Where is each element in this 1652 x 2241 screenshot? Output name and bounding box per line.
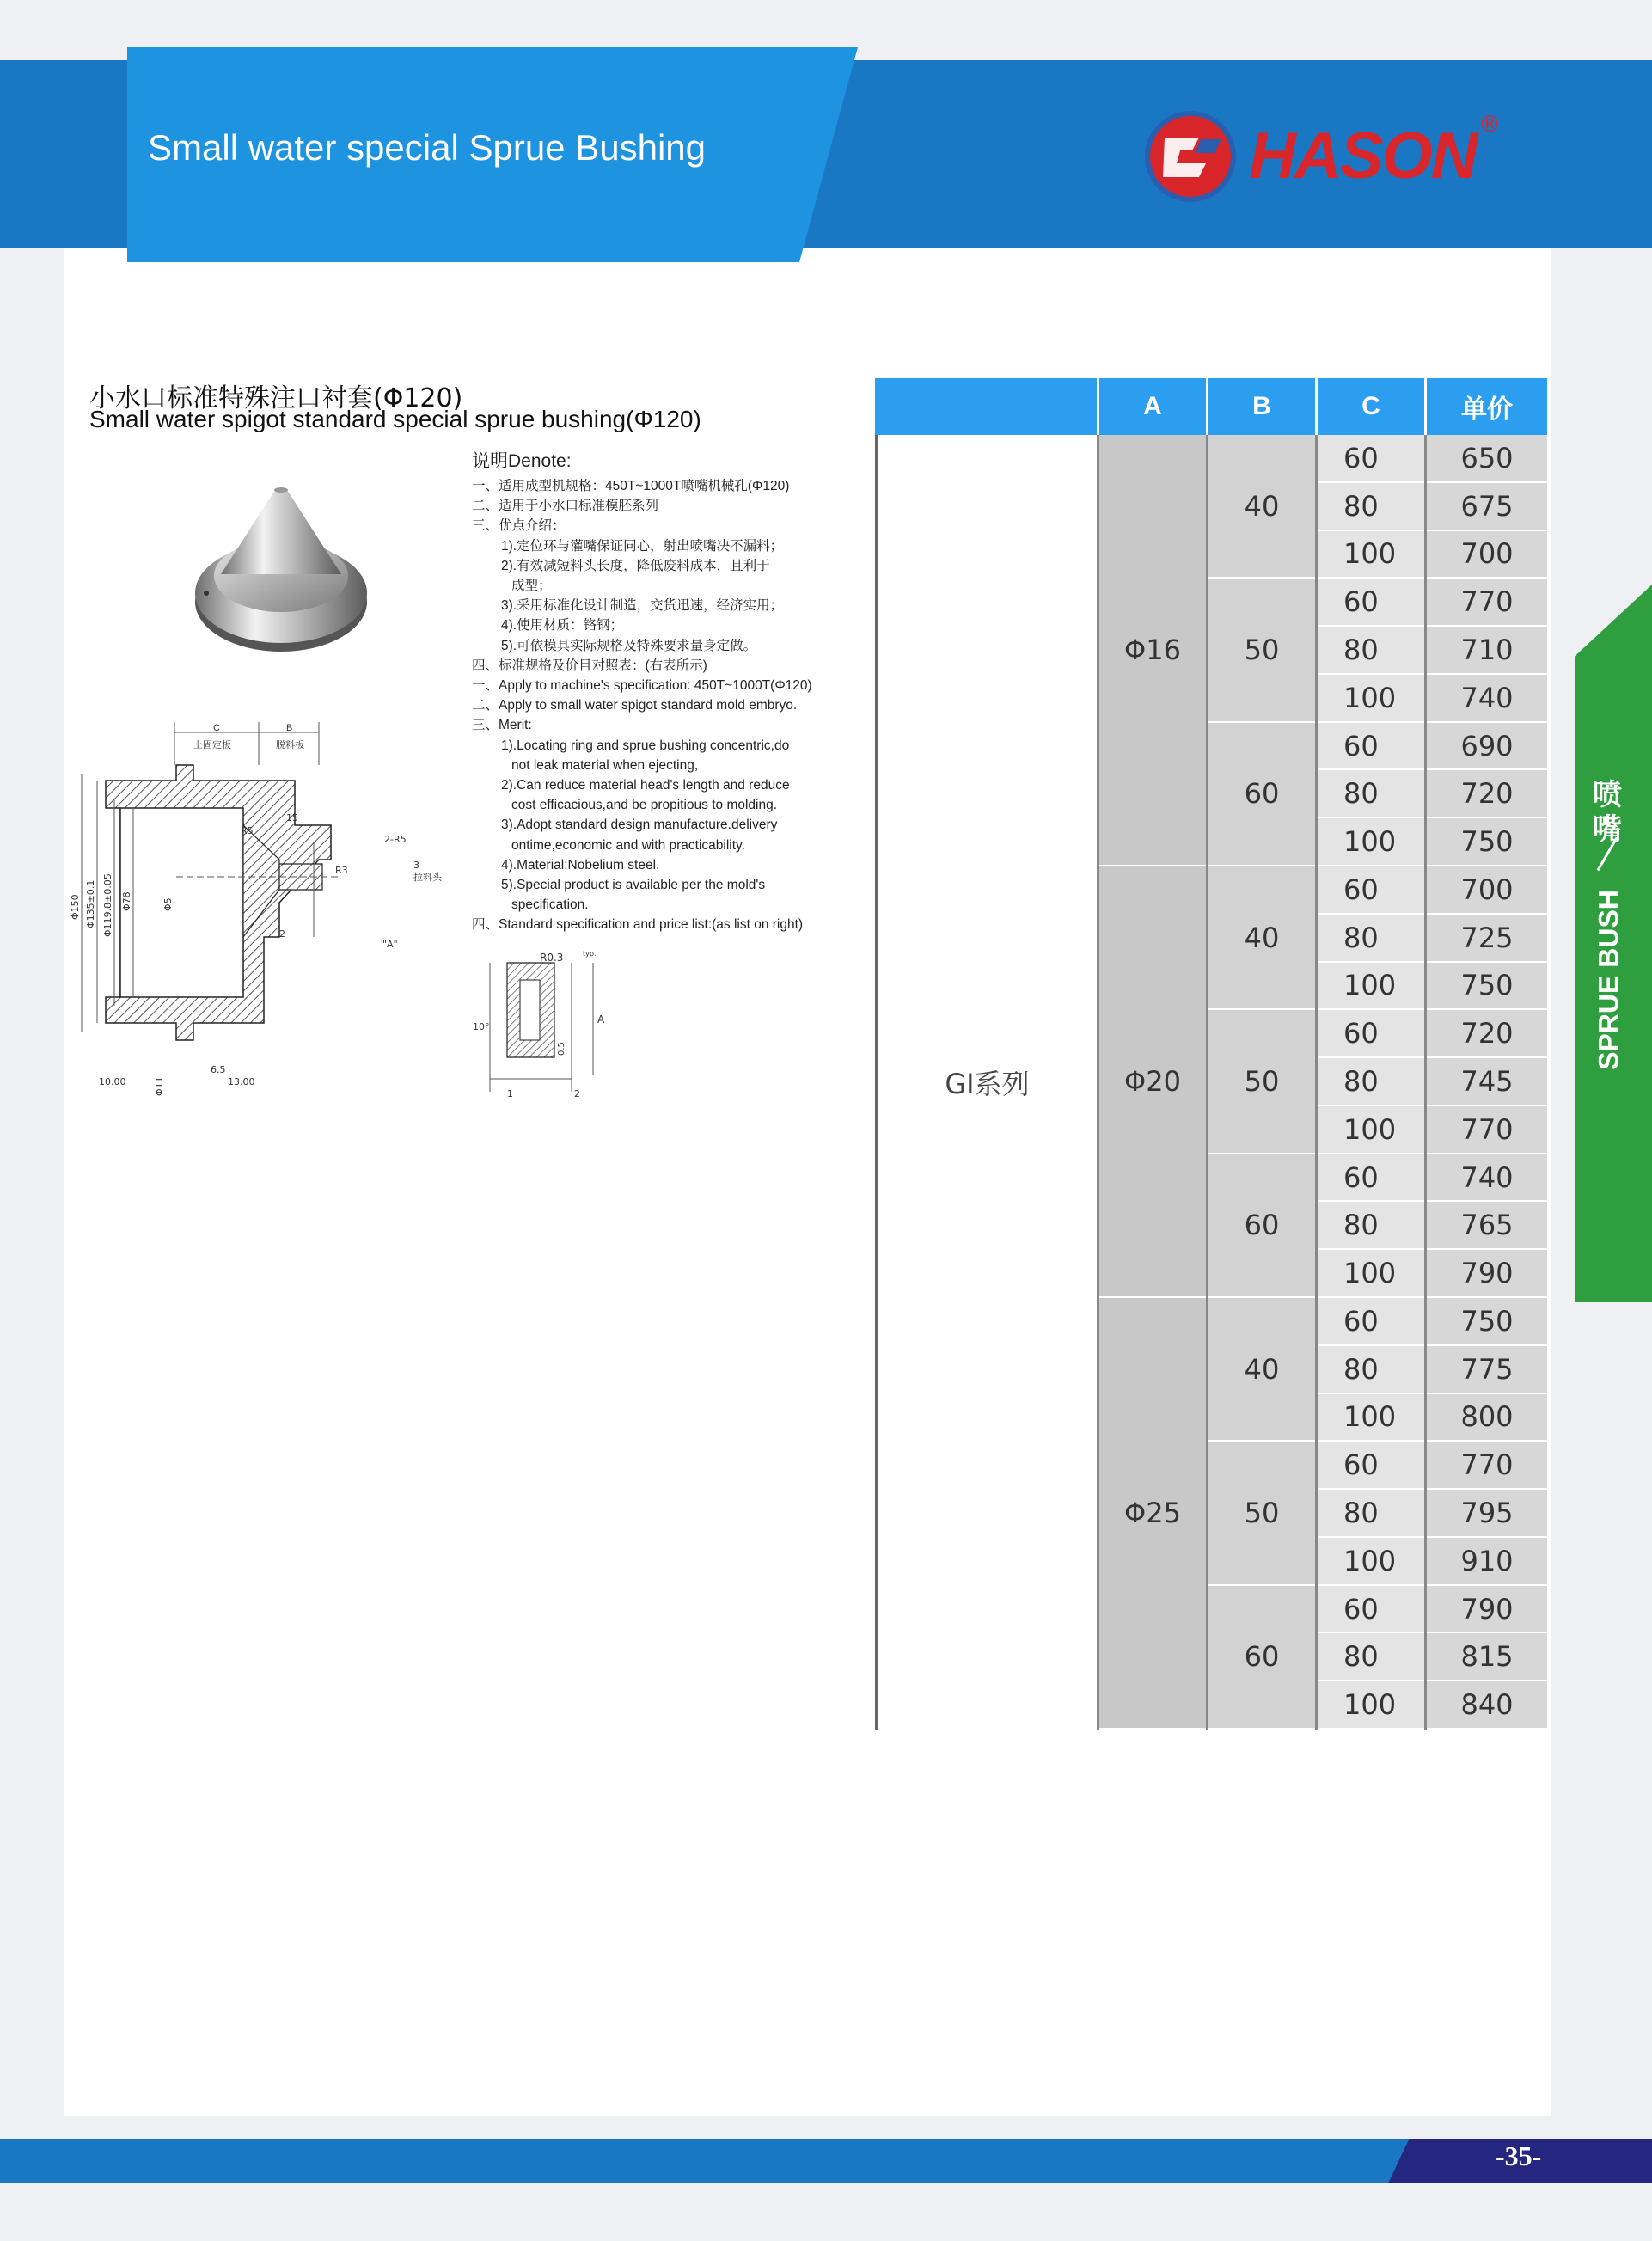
table-header-c: C <box>1318 378 1424 435</box>
detail-a: A <box>597 1013 605 1026</box>
cell-c: 60 <box>1318 723 1424 769</box>
denote-lines <box>472 476 859 935</box>
dim-6-5: 6.5 <box>211 1064 226 1075</box>
hason-logo <box>1139 103 1517 206</box>
denote-line: 2).有效减短料头长度，降低废料成本，且利于 <box>501 558 770 573</box>
cell-c: 80 <box>1318 1633 1424 1680</box>
cell-c: 100 <box>1318 1250 1424 1296</box>
table-header-a: A <box>1099 378 1206 435</box>
cell-price: 725 <box>1427 915 1547 961</box>
product-photo <box>191 473 371 662</box>
denote-line: not leak material when ejecting, <box>511 757 699 773</box>
cell-c: 60 <box>1318 579 1424 625</box>
cell-price: 650 <box>1427 435 1547 481</box>
cell-b: 60 <box>1208 723 1315 865</box>
dim-13: 13.00 <box>228 1076 255 1087</box>
denote-title: 说明Denote: <box>472 451 572 471</box>
cell-price: 745 <box>1427 1058 1547 1105</box>
logo-wordmark: HASON <box>1249 119 1477 193</box>
dim-phi119: Φ119.8±0.05 <box>102 873 113 937</box>
cell-price: 740 <box>1427 675 1547 721</box>
cell-c: 80 <box>1318 1058 1424 1105</box>
table-header-b: B <box>1208 378 1315 435</box>
detail-2: 2 <box>574 1088 580 1099</box>
cell-price: 795 <box>1427 1490 1547 1536</box>
side-tab-en: SPRUE BUSH <box>1593 890 1624 1070</box>
denote-notes <box>472 447 859 935</box>
denote-line: 四、标准规格及价目对照表：(右表所示) <box>472 658 707 673</box>
page-number: -35- <box>1496 2140 1542 2171</box>
cell-c: 100 <box>1318 1106 1424 1153</box>
dim-r5: R5 <box>241 825 254 836</box>
denote-line: 三、Merit: <box>472 718 532 733</box>
cell-price: 765 <box>1427 1202 1547 1248</box>
cell-price: 800 <box>1427 1394 1547 1441</box>
cell-a: Φ25 <box>1099 1298 1206 1728</box>
denote-line: specification. <box>511 897 589 913</box>
cell-c: 60 <box>1318 1154 1424 1201</box>
dim-c: C <box>213 723 220 733</box>
dim-10: 10.00 <box>99 1076 126 1087</box>
cell-price: 750 <box>1427 1298 1547 1344</box>
cell-c: 60 <box>1318 1586 1424 1632</box>
cell-c: 80 <box>1318 1490 1424 1536</box>
detail-typ: typ. <box>583 950 597 958</box>
cell-c: 80 <box>1318 915 1424 961</box>
cell-c: 60 <box>1318 1010 1424 1056</box>
cell-c: 100 <box>1318 531 1424 578</box>
table-divider <box>1206 435 1208 1730</box>
denote-line: 5).Special product is available per the mold's <box>501 878 766 893</box>
cell-price: 770 <box>1427 1442 1547 1488</box>
spec-price-table <box>875 378 1547 1730</box>
dim-a-mark: "A" <box>382 939 398 950</box>
dim-c-cn: 上固定板 <box>193 739 231 750</box>
detail-10deg: 10° <box>473 1021 490 1032</box>
detail-1: 1 <box>507 1088 513 1099</box>
cell-c: 80 <box>1318 483 1424 530</box>
cell-price: 675 <box>1427 483 1547 530</box>
dim-phi5: Φ5 <box>162 897 174 911</box>
cell-a: Φ16 <box>1099 435 1206 865</box>
cell-price: 840 <box>1427 1681 1547 1728</box>
cell-price: 750 <box>1427 963 1547 1009</box>
cell-price: 770 <box>1427 1106 1547 1153</box>
page-title: Small water special Sprue Bushing <box>148 127 706 168</box>
denote-line: cost efficacious,and be propitious to molding. <box>511 798 778 813</box>
registered-mark: ® <box>1478 112 1501 138</box>
cell-c: 80 <box>1318 627 1424 673</box>
technical-drawing <box>70 713 477 1100</box>
dim-pull-cn: 拉料头 <box>413 872 442 883</box>
cell-b: 40 <box>1208 1298 1315 1440</box>
table-header-blank <box>875 378 1097 435</box>
denote-line: 成型； <box>511 579 552 594</box>
logo-emblem-icon <box>1139 103 1242 206</box>
dim-b-cn: 脱料板 <box>276 739 304 750</box>
dim-phi78: Φ78 <box>121 891 132 911</box>
cell-b: 40 <box>1208 435 1315 577</box>
denote-line: 三、优点介绍： <box>472 518 566 534</box>
cell-b: 60 <box>1208 1586 1315 1728</box>
cell-b: 60 <box>1208 1154 1315 1296</box>
dim-phi11: Φ11 <box>154 1076 165 1096</box>
cell-c: 60 <box>1318 1442 1424 1488</box>
dim-b: B <box>286 723 293 733</box>
series-cell: GI系列 <box>875 435 1097 1730</box>
denote-line: 1).Locating ring and sprue bushing concentric,do <box>501 738 790 753</box>
cell-b: 50 <box>1208 1442 1315 1583</box>
denote-line: 四、Standard specification and price list:(as list on right) <box>472 917 804 933</box>
cell-c: 80 <box>1318 1202 1424 1248</box>
table-divider <box>1315 435 1318 1730</box>
table-header-price: 单价 <box>1427 378 1547 435</box>
denote-line: 3).Adopt standard design manufacture.delivery <box>501 817 778 833</box>
table-divider <box>1097 435 1099 1730</box>
dim-2r5: 2-R5 <box>384 834 407 845</box>
cell-price: 775 <box>1427 1346 1547 1393</box>
cell-price: 700 <box>1427 531 1547 578</box>
cell-price: 790 <box>1427 1250 1547 1296</box>
cell-c: 100 <box>1318 1394 1424 1441</box>
product-heading-cn: 小水口标准特殊注口衬套(Φ120) <box>89 383 463 413</box>
denote-line: 1).定位环与灌嘴保证同心，射出喷嘴决不漏料； <box>501 538 784 554</box>
cell-price: 740 <box>1427 1154 1547 1201</box>
cell-c: 100 <box>1318 963 1424 1009</box>
detail-a-drawing <box>473 946 645 1105</box>
cell-price: 815 <box>1427 1633 1547 1680</box>
cell-b: 50 <box>1208 1010 1315 1152</box>
cell-c: 100 <box>1318 1538 1424 1584</box>
dim-r3: R3 <box>335 865 348 876</box>
cell-c: 60 <box>1318 1298 1424 1344</box>
denote-line: 二、Apply to small water spigot standard mold embryo. <box>472 698 798 713</box>
cell-price: 790 <box>1427 1586 1547 1632</box>
denote-line: 一、Apply to machine's specification: 450T~1000T(Φ120) <box>472 678 812 694</box>
cell-c: 80 <box>1318 770 1424 817</box>
denote-line: 4).使用材质：铬钢； <box>501 618 624 634</box>
table-divider <box>1424 435 1427 1730</box>
product-heading-en: Small water spigot standard special sprue bushing(Φ120) <box>89 406 701 432</box>
cell-price: 910 <box>1427 1538 1547 1584</box>
dim-15: 15 <box>286 812 298 824</box>
denote-line: 4).Material:Nobelium steel. <box>501 857 660 873</box>
cell-price: 720 <box>1427 770 1547 817</box>
dim-2: 2 <box>279 928 285 940</box>
denote-line: 5).可依模具实际规格及特殊要求量身定做。 <box>501 638 757 653</box>
cell-c: 100 <box>1318 1681 1424 1728</box>
cell-price: 710 <box>1427 627 1547 673</box>
cell-price: 750 <box>1427 818 1547 865</box>
cell-price: 770 <box>1427 579 1547 625</box>
cell-price: 720 <box>1427 1010 1547 1056</box>
denote-line: 2).Can reduce material head's length and reduce <box>501 778 790 793</box>
cell-b: 50 <box>1208 579 1315 720</box>
dim-3: 3 <box>413 860 419 871</box>
cell-a: Φ20 <box>1099 866 1206 1296</box>
cell-price: 690 <box>1427 723 1547 769</box>
denote-line: 一、适用成型机规格：450T~1000T喷嘴机械孔(Φ120) <box>472 479 790 493</box>
dim-phi150: Φ150 <box>70 894 81 920</box>
denote-line: ontime,economic and with practicability. <box>511 837 745 853</box>
cell-c: 60 <box>1318 435 1424 481</box>
cell-c: 100 <box>1318 818 1424 865</box>
cell-price: 700 <box>1427 866 1547 913</box>
dim-phi135: Φ135±0.1 <box>85 879 96 928</box>
side-tab-cn: 喷嘴 <box>1593 778 1622 847</box>
denote-line: 二、适用于小水口标准模胚系列 <box>472 499 659 514</box>
denote-line: 3).采用标准化设计制造，交货迅速，经济实用； <box>501 598 784 614</box>
detail-0-5: 0.5 <box>557 1042 566 1056</box>
cell-c: 60 <box>1318 866 1424 913</box>
cell-b: 40 <box>1208 866 1315 1008</box>
detail-r03: R0.3 <box>540 952 564 964</box>
cell-c: 80 <box>1318 1346 1424 1393</box>
cell-c: 100 <box>1318 675 1424 721</box>
